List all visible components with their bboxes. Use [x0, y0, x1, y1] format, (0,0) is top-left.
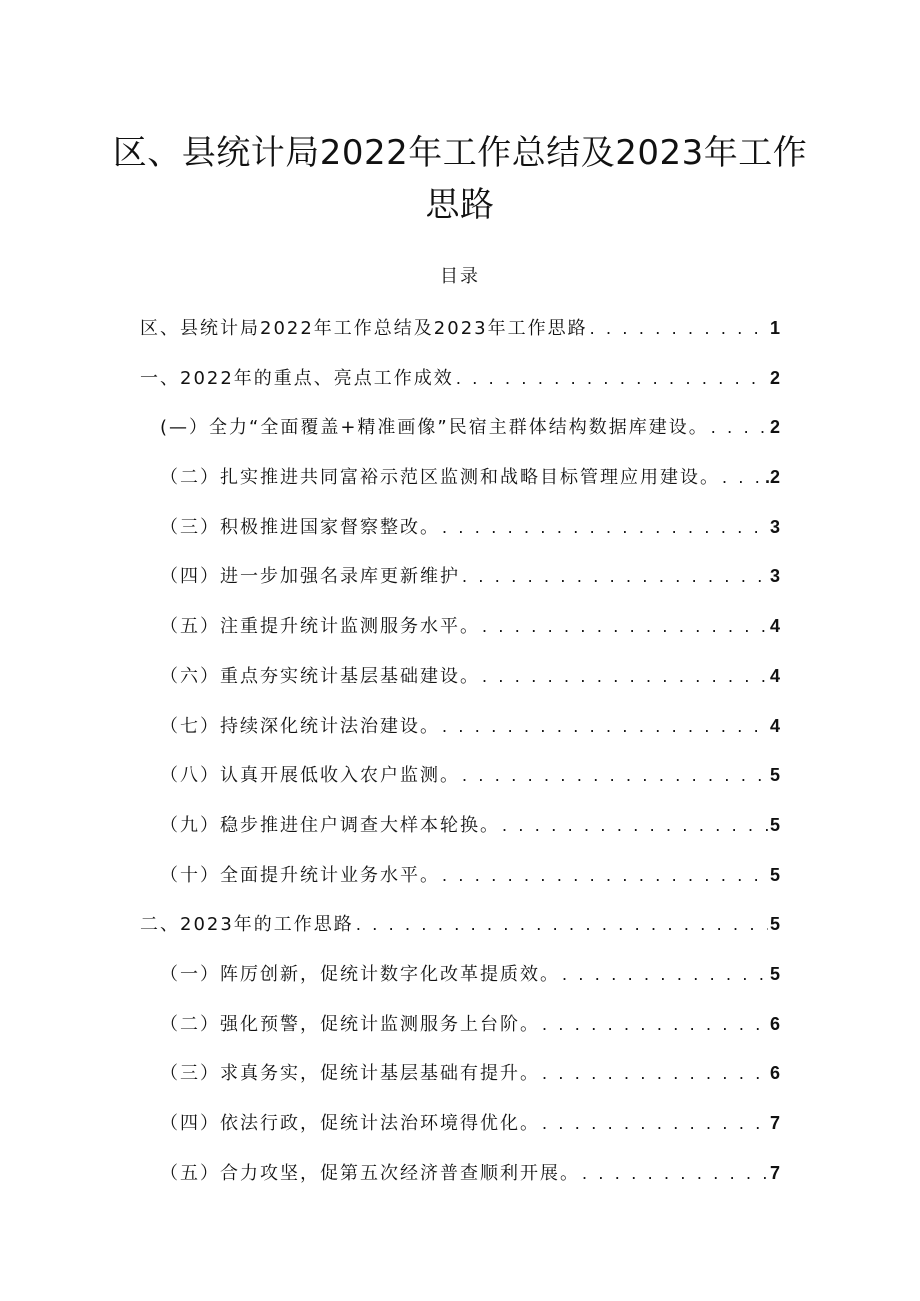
- toc-entry-text: （四）进一步加强名录库更新维护: [160, 566, 460, 588]
- toc-page-number: 5: [769, 765, 780, 786]
- toc-entry[interactable]: [140, 360, 780, 410]
- toc-page-number: 6: [769, 1063, 780, 1084]
- toc-entry-text: （十）全面提升统计业务水平。: [160, 864, 440, 886]
- toc-entry-text: （二）强化预警，促统计监测服务上台阶。: [160, 1013, 540, 1035]
- toc-entry-text: (—）全力“全面覆盖+精准画像”民宿主群体结构数据库建设。: [160, 417, 709, 439]
- toc-dot-leader: [540, 1006, 768, 1042]
- toc-entry[interactable]: [140, 1055, 780, 1105]
- toc-entry[interactable]: [140, 409, 780, 459]
- toc-dot-leader: [440, 708, 768, 744]
- toc-entry[interactable]: [140, 857, 780, 907]
- toc-page-number: 3: [769, 516, 780, 537]
- toc-dot-leader: [540, 1105, 768, 1141]
- toc-page-number: 5: [769, 914, 780, 935]
- toc-entry[interactable]: [140, 509, 780, 559]
- toc-dot-leader: [560, 956, 768, 992]
- toc-entry-text: （一）阵厉创新，促统计数字化改革提质效。: [160, 963, 560, 985]
- toc-dot-leader: [460, 558, 768, 594]
- toc-page-number: 1: [769, 318, 780, 338]
- toc-entry-text: （二）扎实推进共同富裕示范区监测和战略目标管理应用建设。: [160, 467, 720, 489]
- toc-page-number: 5: [769, 814, 780, 835]
- toc-entry[interactable]: [140, 906, 780, 956]
- toc-entry[interactable]: [140, 1105, 780, 1155]
- toc-entry-text: （五）合力攻坚，促第五次经济普查顺利开展。: [160, 1162, 580, 1184]
- toc-page-number: 3: [769, 566, 780, 587]
- toc-dot-leader: [500, 807, 768, 843]
- toc-entry[interactable]: [140, 310, 780, 360]
- toc-entry-text: （七）持续深化统计法治建设。: [160, 715, 440, 737]
- toc-entry[interactable]: [140, 558, 780, 608]
- toc-page-number: 6: [769, 1013, 780, 1034]
- toc-entry[interactable]: [140, 807, 780, 857]
- toc-dot-leader: [709, 409, 768, 445]
- toc-dot-leader: [440, 509, 768, 545]
- toc-page-number: 2: [769, 417, 780, 438]
- toc-dot-leader: [480, 658, 768, 694]
- toc-dot-leader: [454, 360, 768, 396]
- toc-entry[interactable]: [140, 1006, 780, 1056]
- toc-page-number: 2: [769, 367, 780, 388]
- toc-page-number: 5: [769, 864, 780, 885]
- toc-dot-leader: [480, 608, 768, 644]
- toc-entry[interactable]: [140, 658, 780, 708]
- toc-entry-text: （四）依法行政，促统计法治环境得优化。: [160, 1113, 540, 1134]
- toc-entry-text: （三）积极推进国家督察整改。: [160, 516, 440, 538]
- toc-entry-text: 二、2023年的工作思路: [140, 914, 354, 936]
- toc-entry-text: （六）重点夯实统计基层基础建设。: [160, 665, 480, 687]
- toc-entry[interactable]: [140, 459, 780, 509]
- toc-entry[interactable]: [140, 708, 780, 758]
- toc-dot-leader: [354, 906, 768, 942]
- toc-page-number: 4: [769, 665, 780, 686]
- toc-entry-text: （五）注重提升统计监测服务水平。: [160, 616, 480, 638]
- toc-entry[interactable]: [140, 757, 780, 807]
- toc-page-number: 7: [769, 1162, 780, 1183]
- toc-page-number: 5: [769, 963, 780, 984]
- toc-page-number: 7: [769, 1113, 780, 1133]
- table-of-contents: [140, 310, 780, 1204]
- toc-entry[interactable]: [140, 1155, 780, 1205]
- toc-entry-text: （三）求真务实，促统计基层基础有提升。: [160, 1063, 540, 1085]
- toc-entry-text: 区、县统计局2022年工作总结及2023年工作思路: [140, 318, 588, 339]
- toc-page-number: 4: [769, 715, 780, 736]
- toc-entry-text: 一、2022年的重点、亮点工作成效: [140, 367, 454, 389]
- toc-dot-leader: [720, 459, 763, 495]
- toc-dot-leader: [460, 757, 768, 793]
- toc-dot-leader: [588, 310, 768, 346]
- toc-heading: 目录: [440, 266, 480, 287]
- toc-dot-leader: [580, 1155, 768, 1191]
- toc-entry-text: （八）认真开展低收入农户监测。: [160, 765, 460, 787]
- document-title: 区、县统计局2022年工作总结及2023年工作思路: [112, 132, 808, 225]
- toc-page-number: .2: [764, 467, 780, 488]
- toc-dot-leader: [440, 857, 768, 893]
- toc-page-number: 4: [769, 616, 780, 637]
- toc-entry[interactable]: [140, 956, 780, 1006]
- toc-entry[interactable]: [140, 608, 780, 658]
- toc-dot-leader: [540, 1055, 768, 1091]
- toc-entry-text: （九）稳步推进住户调查大样本轮换。: [160, 814, 500, 836]
